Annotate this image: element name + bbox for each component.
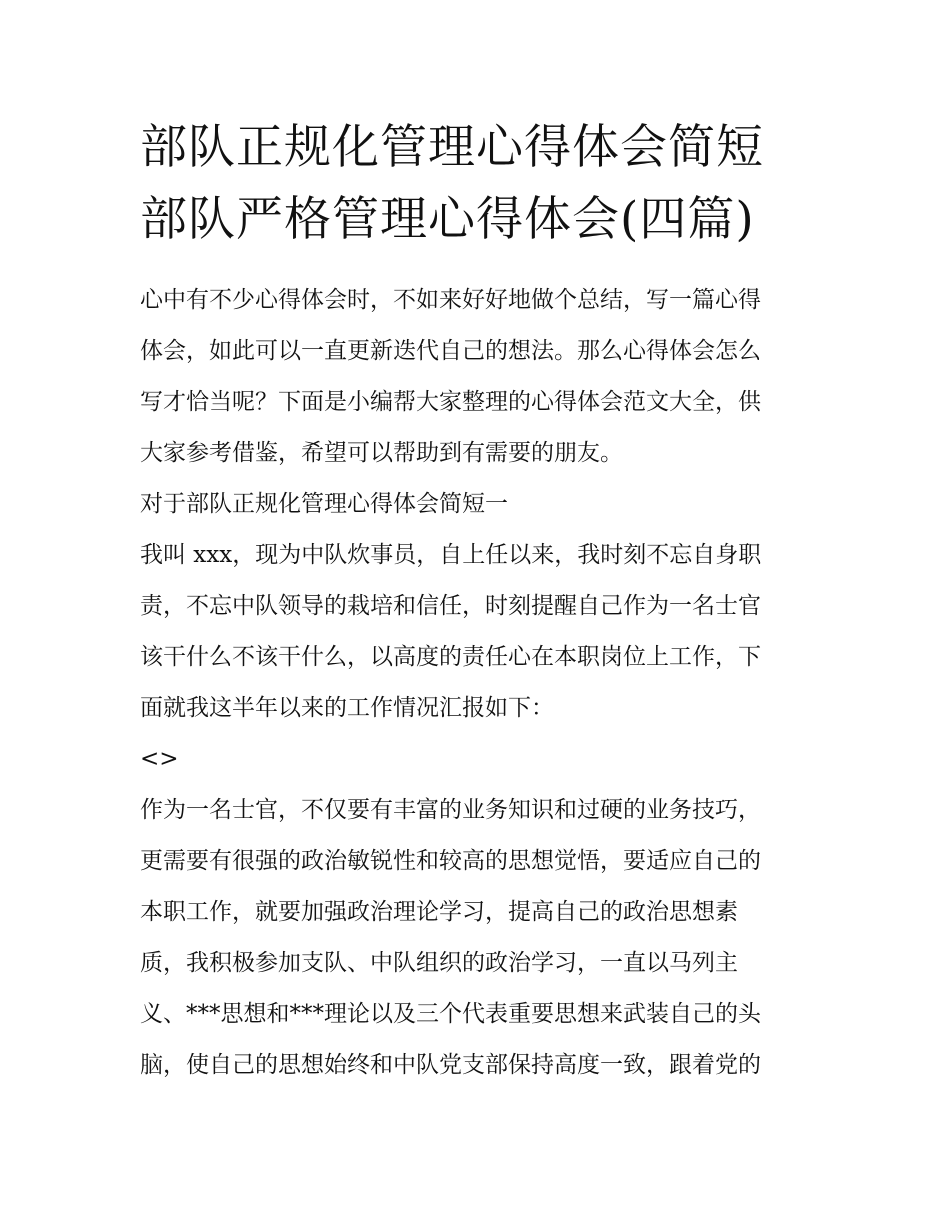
text-line: 体会，如此可以一直更新迭代自己的想法。那么心得体会怎么	[140, 338, 761, 364]
text-line: 义、***思想和***理论以及三个代表重要思想来武装自己的头	[140, 1001, 761, 1027]
section-heading	[140, 479, 820, 530]
document-title	[140, 112, 840, 256]
marker-line	[140, 734, 820, 785]
text-line: 本职工作，就要加强政治理论学习，提高自己的政治思想素	[140, 899, 738, 925]
title-line: 部队严格管理心得体会(四篇)	[140, 192, 755, 247]
text-line: 我叫 xxx，现为中队炊事员，自上任以来，我时刻不忘自身职	[140, 542, 762, 568]
document-body	[140, 275, 820, 1091]
section-heading-text: 对于部队正规化管理心得体会简短一	[140, 491, 508, 517]
body-paragraph	[140, 530, 820, 734]
marker-text: <>	[140, 746, 179, 772]
text-line: 更需要有很强的政治敏锐性和较高的思想觉悟，要适应自己的	[140, 848, 761, 874]
text-line: 写才恰当呢？下面是小编帮大家整理的心得体会范文大全，供	[140, 389, 761, 415]
text-line: 责，不忘中队领导的栽培和信任，时刻提醒自己作为一名士官	[140, 593, 761, 619]
text-line: 质，我积极参加支队、中队组织的政治学习，一直以马列主	[140, 950, 738, 976]
text-line: 该干什么不该干什么，以高度的责任心在本职岗位上工作，下	[140, 644, 761, 670]
text-line: 脑，使自己的思想始终和中队党支部保持高度一致，跟着党的	[140, 1052, 761, 1078]
intro-paragraph	[140, 275, 820, 479]
body-paragraph	[140, 785, 820, 1091]
title-line: 部队正规化管理心得体会简短	[140, 120, 764, 175]
text-line: 心中有不少心得体会时，不如来好好地做个总结，写一篇心得	[140, 287, 761, 313]
text-line: 面就我这半年以来的工作情况汇报如下：	[140, 695, 554, 721]
text-line: 大家参考借鉴，希望可以帮助到有需要的朋友。	[140, 440, 623, 466]
text-line: 作为一名士官，不仅要有丰富的业务知识和过硬的业务技巧，	[140, 797, 761, 823]
